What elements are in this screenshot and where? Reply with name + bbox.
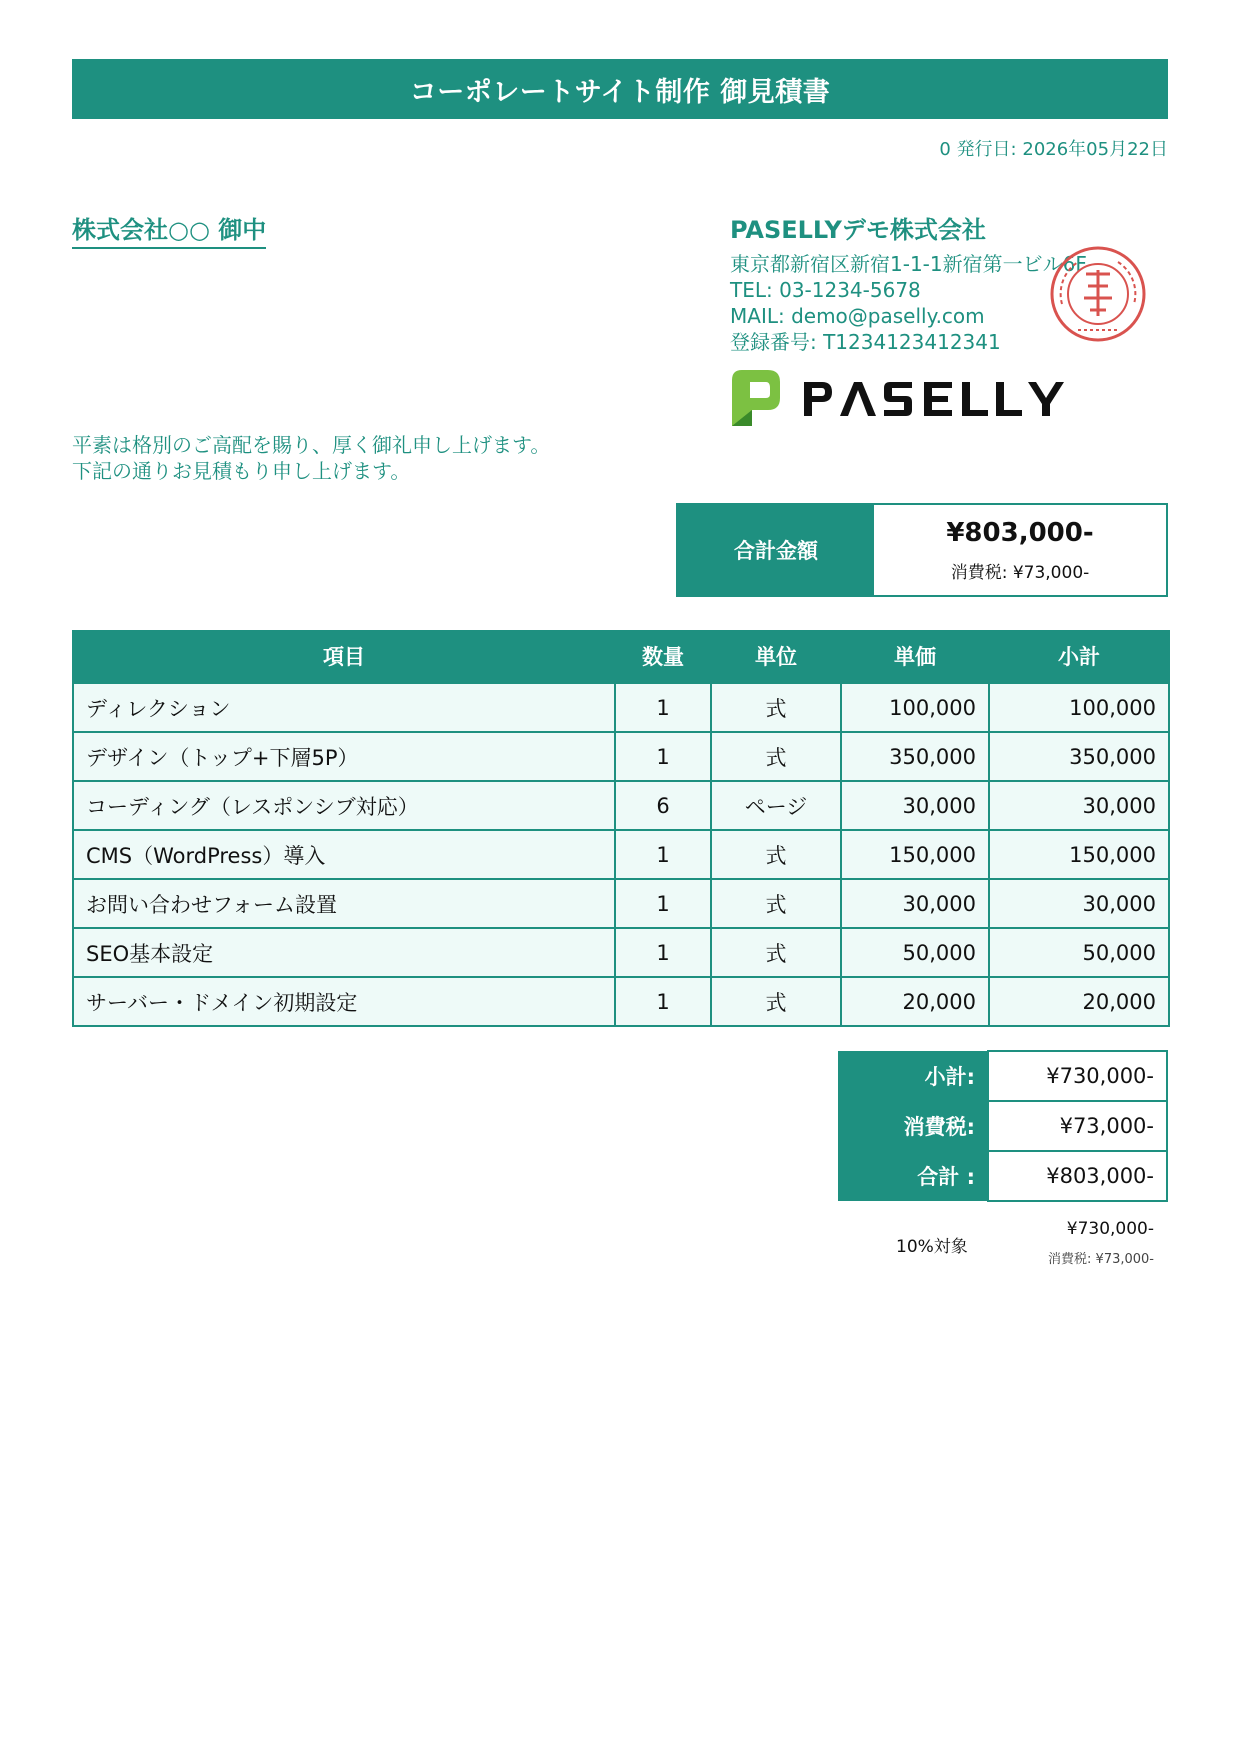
issue-date: 2026年05月22日	[1022, 139, 1168, 160]
company-tel: TEL: 03-1234-5678	[730, 278, 921, 302]
item-qty: 1	[615, 732, 711, 781]
company-mail: MAIL: demo@paselly.com	[730, 304, 985, 328]
table-row	[73, 683, 1169, 732]
summary-total-row	[838, 1151, 1167, 1201]
item-name: CMS（WordPress）導入	[73, 830, 615, 879]
item-price: 350,000	[841, 732, 989, 781]
header-subtotal: 小計	[989, 630, 1169, 683]
item-name: サーバー・ドメイン初期設定	[73, 977, 615, 1026]
company-seal-icon	[1048, 244, 1148, 344]
item-qty: 1	[615, 928, 711, 977]
issue-info	[939, 135, 1168, 161]
total-amount: ¥803,000-	[946, 517, 1094, 548]
item-subtotal: 350,000	[989, 732, 1169, 781]
total-label: 合計金額	[678, 505, 874, 595]
summary-tax-label: 消費税:	[838, 1101, 988, 1151]
greeting-text	[72, 432, 550, 484]
summary-subtotal-label: 小計:	[838, 1051, 988, 1101]
item-price: 20,000	[841, 977, 989, 1026]
item-unit: 式	[711, 732, 841, 781]
greeting-line-2: 下記の通りお見積もり申し上げます。	[72, 459, 411, 483]
company-registration: 登録番号: T1234123412341	[730, 330, 1001, 354]
item-subtotal: 150,000	[989, 830, 1169, 879]
issue-date-label: 発行日:	[956, 139, 1017, 160]
item-unit: 式	[711, 830, 841, 879]
item-qty: 6	[615, 781, 711, 830]
item-unit: ページ	[711, 781, 841, 830]
summary-total-label: 合計 :	[838, 1151, 988, 1201]
table-row	[73, 830, 1169, 879]
issue-number: 0	[939, 139, 951, 160]
summary-total-value: ¥803,000-	[988, 1151, 1167, 1201]
client-name: 株式会社○○ 御中	[72, 210, 266, 249]
table-header-row	[73, 630, 1169, 683]
item-name: デザイン（トップ+下層5P）	[73, 732, 615, 781]
item-unit: 式	[711, 928, 841, 977]
total-tax: 消費税: ¥73,000-	[950, 562, 1090, 583]
table-row	[73, 879, 1169, 928]
item-qty: 1	[615, 683, 711, 732]
tax-rate-label: 10%対象	[896, 1237, 968, 1257]
summary-tax-value: ¥73,000-	[988, 1101, 1167, 1151]
table-row	[73, 977, 1169, 1026]
item-subtotal: 30,000	[989, 781, 1169, 830]
document-title: コーポレートサイト制作 御見積書	[72, 59, 1168, 119]
item-name: SEO基本設定	[73, 928, 615, 977]
item-price: 100,000	[841, 683, 989, 732]
item-name: コーディング（レスポンシブ対応）	[73, 781, 615, 830]
summary-table	[838, 1050, 1168, 1202]
company-info	[730, 210, 1087, 355]
item-price: 30,000	[841, 781, 989, 830]
item-subtotal: 100,000	[989, 683, 1169, 732]
item-qty: 1	[615, 879, 711, 928]
summary-tax-row	[838, 1101, 1167, 1151]
company-name: PASELLYデモ株式会社	[730, 216, 986, 244]
paselly-logo	[730, 368, 1070, 428]
item-qty: 1	[615, 830, 711, 879]
item-subtotal: 30,000	[989, 879, 1169, 928]
tax-rate-tax: 消費税: ¥73,000-	[1048, 1252, 1154, 1267]
item-unit: 式	[711, 879, 841, 928]
item-subtotal: 20,000	[989, 977, 1169, 1026]
total-amount-box	[676, 503, 1168, 597]
total-values	[874, 505, 1166, 595]
tax-rate-amount: ¥730,000-	[1066, 1219, 1154, 1239]
item-subtotal: 50,000	[989, 928, 1169, 977]
company-address: 東京都新宿区新宿1-1-1新宿第一ビル6F	[730, 252, 1087, 276]
greeting-line-1: 平素は格別のご高配を賜り、厚く御礼申し上げます。	[72, 433, 551, 457]
header-unit: 単位	[711, 630, 841, 683]
table-row	[73, 928, 1169, 977]
header-item: 項目	[73, 630, 615, 683]
table-row	[73, 732, 1169, 781]
summary-subtotal-row	[838, 1051, 1167, 1101]
item-unit: 式	[711, 977, 841, 1026]
header-price: 単価	[841, 630, 989, 683]
item-price: 30,000	[841, 879, 989, 928]
item-qty: 1	[615, 977, 711, 1026]
item-name: お問い合わせフォーム設置	[73, 879, 615, 928]
table-row	[73, 781, 1169, 830]
item-price: 150,000	[841, 830, 989, 879]
header-qty: 数量	[615, 630, 711, 683]
summary-subtotal-value: ¥730,000-	[988, 1051, 1167, 1101]
item-price: 50,000	[841, 928, 989, 977]
item-unit: 式	[711, 683, 841, 732]
line-items-table	[72, 630, 1170, 1027]
item-name: ディレクション	[73, 683, 615, 732]
